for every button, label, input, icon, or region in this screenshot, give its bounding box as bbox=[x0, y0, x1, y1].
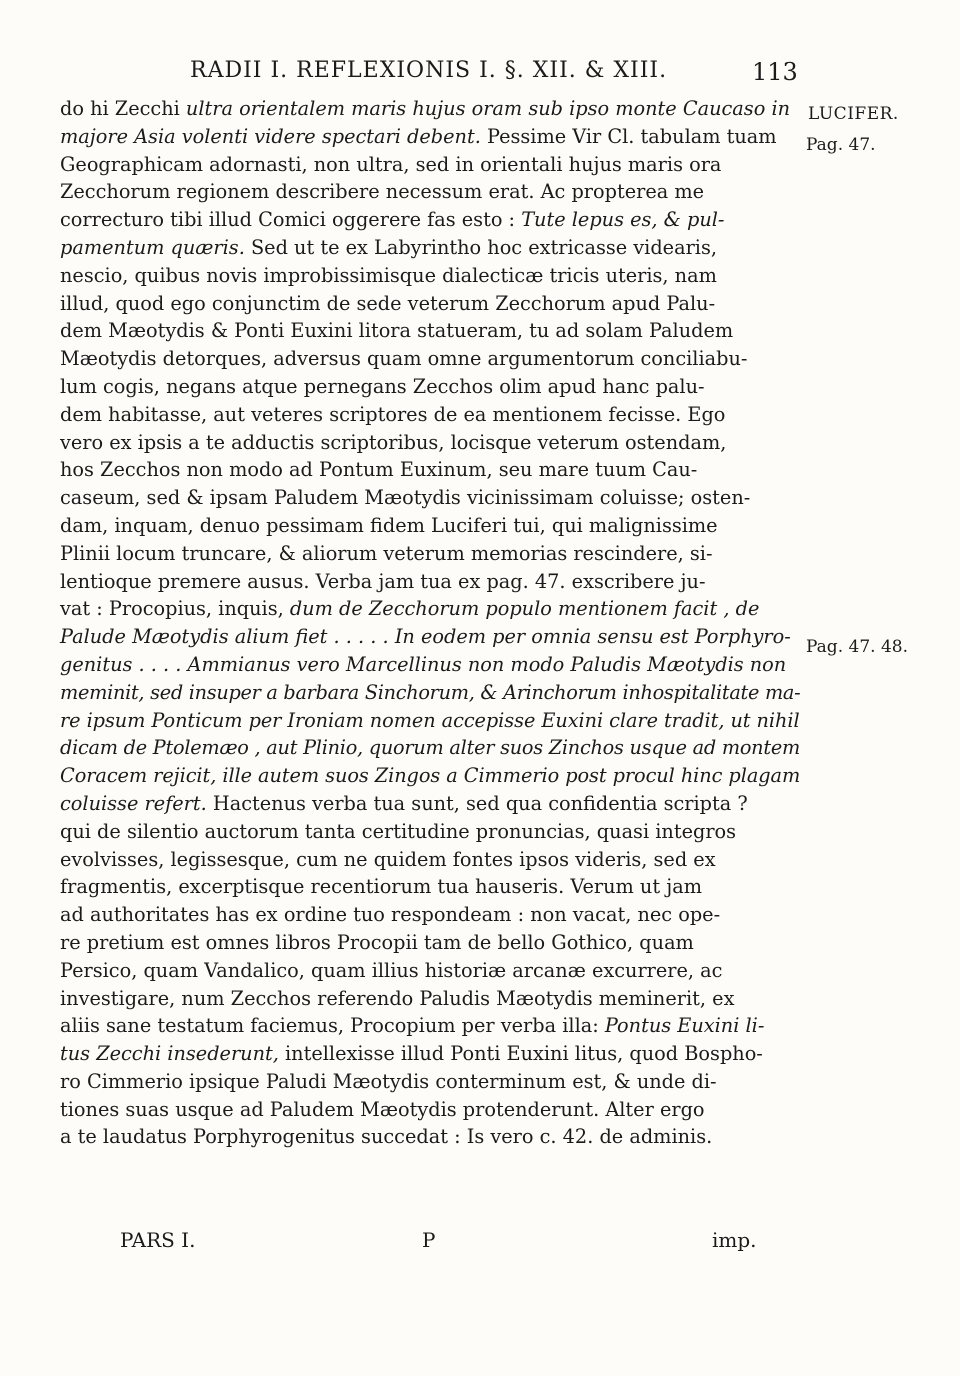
text-line bbox=[60, 929, 800, 957]
text-segment: dam, inquam, denuo pessimam fidem Luciferi tui, qui malignissime bbox=[60, 513, 718, 537]
text-line bbox=[60, 957, 800, 985]
text-segment: Plinii locum truncare, & aliorum veterum memorias rescindere, si- bbox=[60, 541, 713, 565]
text-line bbox=[60, 234, 800, 262]
text-line bbox=[60, 206, 800, 234]
text-segment: intellexisse illud Ponti Euxini litus, quod Bospho- bbox=[278, 1042, 763, 1066]
text-segment: tiones suas usque ad Paludem Mæotydis protenderunt. Alter ergo bbox=[60, 1097, 705, 1121]
italic-quotation: Pontus Euxini li- bbox=[604, 1014, 765, 1038]
text-line bbox=[60, 1123, 800, 1151]
text-line bbox=[60, 1096, 800, 1124]
text-line bbox=[60, 484, 800, 512]
catchword: imp. bbox=[712, 1228, 757, 1252]
text-line bbox=[60, 985, 800, 1013]
text-segment: dem habitasse, aut veteres scriptores de ea mentionem fecisse. Ego bbox=[60, 402, 726, 426]
text-segment: caseum, sed & ipsam Paludem Mæotydis vicinissimam coluisse; osten- bbox=[60, 486, 751, 510]
text-line bbox=[60, 262, 800, 290]
text-segment: aliis sane testatum faciemus, Procopium per verba illa: bbox=[60, 1014, 605, 1038]
text-segment: correcturo tibi illud Comici oggerere fas esto : bbox=[60, 208, 522, 232]
text-segment: ro Cimmerio ipsique Paludi Mæotydis conterminum est, & unde di- bbox=[60, 1069, 717, 1093]
italic-quotation: dicam de Ptolemæo , aut Plinio, quorum alter suos Zinchos usque ad montem bbox=[60, 736, 801, 760]
text-segment: hos Zecchos non modo ad Pontum Euxinum, seu mare tuum Cau- bbox=[60, 458, 698, 482]
text-segment: lentioque premere ausus. Verba jam tua ex pag. 47. exscribere ju- bbox=[60, 569, 706, 593]
italic-quotation: dum de Zecchorum populo mentionem facit , de bbox=[289, 597, 760, 621]
text-segment: Mæotydis detorques, adversus quam omne argumentorum conciliabu- bbox=[60, 347, 748, 371]
text-segment: qui de silentio auctorum tanta certitudine pronuncias, quasi integros bbox=[60, 819, 737, 843]
italic-quotation: ultra orientalem maris hujus oram sub ipso monte Caucaso in bbox=[185, 97, 791, 120]
text-line bbox=[60, 707, 800, 735]
text-line bbox=[60, 95, 800, 123]
text-line bbox=[60, 679, 800, 707]
running-head: RADII I. REFLEXIONIS I. §. XII. & XIII. bbox=[190, 58, 668, 83]
italic-quotation: tus Zecchi insederunt, bbox=[60, 1042, 279, 1066]
text-line bbox=[60, 651, 800, 679]
text-segment: Geographicam adornasti, non ultra, sed in orientali hujus maris ora bbox=[60, 152, 722, 176]
text-segment: investigare, num Zecchos referendo Paludis Mæotydis meminerit, ex bbox=[60, 986, 735, 1010]
italic-quotation: Tute lepus es, & pul- bbox=[521, 208, 725, 232]
text-line bbox=[60, 623, 800, 651]
text-line bbox=[60, 568, 800, 596]
text-line bbox=[60, 1040, 800, 1068]
text-segment: dem Mæotydis & Ponti Euxini litora statueram, tu ad solam Paludem bbox=[60, 319, 734, 343]
text-segment: vat : Procopius, inquis, bbox=[60, 597, 290, 621]
text-segment: Persico, quam Vandalico, quam illius historiæ arcanæ excurrere, ac bbox=[60, 958, 723, 982]
italic-quotation: re ipsum Ponticum per Ironiam nomen accepisse Euxini clare tradit, ut nihil bbox=[60, 708, 800, 732]
text-segment: vero ex ipsis a te adductis scriptoribus, locisque veterum ostendam, bbox=[60, 430, 727, 454]
italic-quotation: meminit, sed insuper a barbara Sinchorum, & Arinchorum inhospitalitate ma- bbox=[60, 680, 801, 704]
text-segment: do hi Zecchi bbox=[60, 97, 186, 120]
text-line bbox=[60, 401, 800, 429]
text-line bbox=[60, 762, 800, 790]
italic-quotation: genitus . . . . Ammianus vero Marcellinus non modo Paludis Mæotydis non bbox=[60, 652, 787, 676]
text-segment: ad authoritates has ex ordine tuo respondeam : non vacat, nec ope- bbox=[60, 903, 721, 927]
italic-quotation: coluisse refert. bbox=[60, 791, 207, 815]
text-segment: Pessime Vir Cl. tabulam tuam bbox=[480, 124, 777, 148]
text-segment: Hactenus verba tua sunt, sed qua confidentia scripta ? bbox=[206, 791, 748, 815]
text-segment: lum cogis, negans atque pernegans Zecchos olim apud hanc palu- bbox=[60, 374, 705, 398]
text-line bbox=[60, 512, 800, 540]
italic-quotation: majore Asia volenti videre spectari debent. bbox=[60, 124, 481, 148]
text-segment: evolvisses, legissesque, cum ne quidem fontes ipsos videris, sed ex bbox=[60, 847, 716, 871]
text-line bbox=[60, 790, 800, 818]
text-line bbox=[60, 734, 800, 762]
text-segment: nescio, quibus novis improbissimisque dialecticæ tricis uteris, nam bbox=[60, 263, 717, 287]
text-line bbox=[60, 818, 800, 846]
text-line bbox=[60, 595, 800, 623]
signature-mark: PARS I. bbox=[120, 1228, 196, 1252]
italic-quotation: Palude Mæotydis alium fiet . . . . . In eodem per omnia sensu est Porphyro- bbox=[60, 625, 791, 649]
text-line bbox=[60, 151, 800, 179]
text-line bbox=[60, 1068, 800, 1096]
body-text bbox=[60, 95, 800, 1151]
text-line bbox=[60, 429, 800, 457]
text-line bbox=[60, 901, 800, 929]
text-line bbox=[60, 178, 800, 206]
margin-note-pages: Pag. 47. 48. bbox=[806, 637, 908, 657]
text-segment: fragmentis, excerptisque recentiorum tua hauseris. Verum ut jam bbox=[60, 875, 702, 899]
text-line bbox=[60, 1012, 800, 1040]
text-line bbox=[60, 123, 800, 151]
italic-quotation: Coracem rejicit, ille autem suos Zingos a Cimmerio post procul hinc plagam bbox=[60, 764, 801, 788]
italic-quotation: pamentum quæris. bbox=[60, 235, 245, 259]
text-line bbox=[60, 846, 800, 874]
margin-note-page: Pag. 47. bbox=[806, 135, 876, 155]
text-line bbox=[60, 373, 800, 401]
signature-letter: P bbox=[422, 1228, 436, 1252]
text-segment: Sed ut te ex Labyrintho hoc extricasse videaris, bbox=[244, 235, 717, 259]
text-line bbox=[60, 873, 800, 901]
text-line bbox=[60, 456, 800, 484]
text-line bbox=[60, 540, 800, 568]
text-line bbox=[60, 345, 800, 373]
text-line bbox=[60, 290, 800, 318]
text-segment: Zecchorum regionem describere necessum erat. Ac propterea me bbox=[60, 180, 705, 204]
page-number: 113 bbox=[752, 58, 798, 86]
text-segment: illud, quod ego conjunctim de sede veterum Zecchorum apud Palu- bbox=[60, 291, 716, 315]
text-segment: a te laudatus Porphyrogenitus succedat : Is vero c. 42. de adminis. bbox=[60, 1125, 713, 1149]
text-segment: re pretium est omnes libros Procopii tam de bello Gothico, quam bbox=[60, 930, 694, 954]
text-line bbox=[60, 317, 800, 345]
margin-note-lucifer: LUCIFER. bbox=[808, 104, 899, 124]
